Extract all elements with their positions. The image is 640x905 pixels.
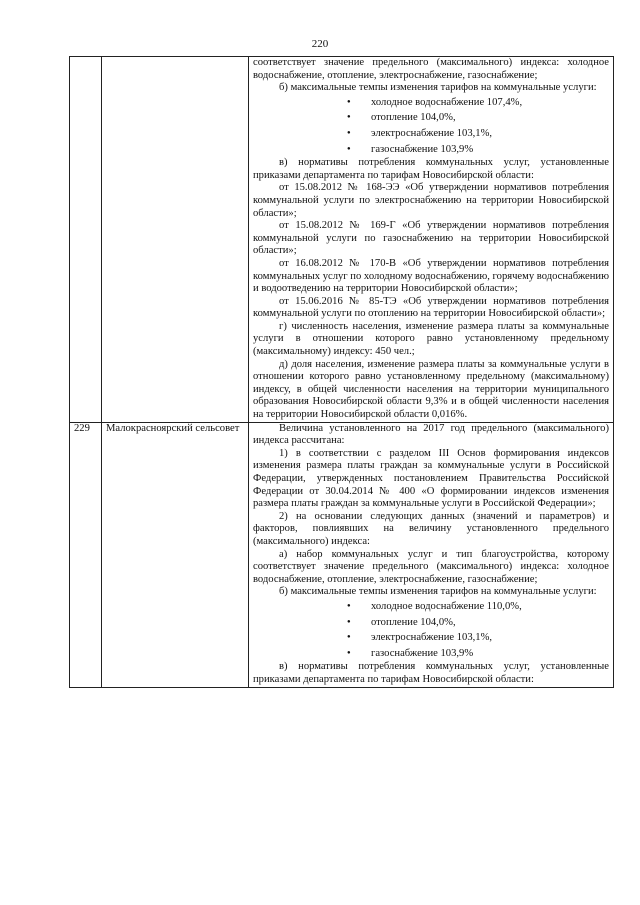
tariff-rate-list: [253, 95, 609, 157]
paragraph: б) максимальные темпы изменения тарифов на коммунальные услуги:: [279, 586, 597, 598]
paragraph: а) набор коммунальных услуг и тип благоустройства, которому соответствует значение предельного (максимального) индекса: холодное водоснабжение, отопление, электроснабжение, газоснабжение;: [253, 548, 609, 585]
justification-cell: [249, 422, 614, 687]
document-table: [69, 56, 614, 688]
list-item: ● отопление 104,0%,: [253, 615, 609, 631]
paragraph: от 15.08.2012 № 169-Г «Об утверждении нормативов потребления коммунальной услуги по газоснабжению на территории Новосибирской области»;: [253, 220, 609, 257]
paragraph: г) численность населения, изменение размера платы за коммунальные услуги в отношении которого равно установленному предельному (максимальному) индексу: 450 чел.;: [253, 320, 609, 358]
paragraph: 2) на основании следующих данных (значений и параметров) и факторов, повлиявших на величину установленного предельного (максимального) индекса:: [253, 510, 609, 547]
paragraph: в) нормативы потребления коммунальных услуг, установленные приказами департамента по тарифам Новосибирской области:: [253, 157, 609, 181]
list-item: ● газоснабжение 103,9%: [253, 142, 609, 158]
paragraph: от 16.08.2012 № 170-В «Об утверждении нормативов потребления коммунальных услуг по холодному водоснабжению, горячему водоснабжению и водоотведению на территории Новосибирской области»;: [253, 257, 609, 295]
list-item: ● газоснабжение 103,9%: [253, 646, 609, 662]
list-item: ● электроснабжение 103,1%,: [253, 630, 609, 646]
municipality-name-cell: Малокрасноярский сельсовет: [102, 422, 249, 687]
paragraph: Величина установленного на 2017 год предельного (максимального) индекса рассчитана:: [253, 422, 609, 447]
paragraph: соответствует значение предельного (максимального) индекса: холодное водоснабжение, отопление, электроснабжение, газоснабжение;: [253, 57, 609, 81]
row-number-cell: [70, 57, 102, 423]
paragraph: от 15.08.2012 № 168-ЭЭ «Об утверждении нормативов потребления коммунальной услуги по электроснабжению на территории Новосибирской области»;: [253, 182, 609, 219]
list-item: ● холодное водоснабжение 107,4%,: [253, 95, 609, 111]
list-item: ● электроснабжение 103,1%,: [253, 126, 609, 142]
municipality-name-cell: [102, 57, 249, 423]
paragraph: от 15.06.2016 № 85-ТЭ «Об утверждении нормативов потребления коммунальной услуги по отоплению на территории Новосибирской области»;: [253, 295, 609, 320]
page-number: 220: [311, 38, 329, 50]
table-row: [70, 422, 614, 687]
tariff-rate-list: [253, 599, 609, 661]
paragraph: в) нормативы потребления коммунальных услуг, установленные приказами департамента по тарифам Новосибирской области:: [253, 661, 609, 685]
paragraph: 1) в соответствии с разделом III Основ формирования индексов изменения размера платы граждан за коммунальные услуги в Российской Федерации, утвержденных постановлением Правительства Российской Федерации от 30.04.2014 № 400 «О формировании индексов изменения размера платы граждан за коммунальные услуги в Российской Федерации»;: [253, 447, 609, 510]
justification-cell: [249, 57, 614, 423]
paragraph: б) максимальные темпы изменения тарифов на коммунальные услуги:: [279, 82, 597, 94]
list-item: ● отопление 104,0%,: [253, 110, 609, 126]
table-row: [70, 57, 614, 423]
row-number-cell: 229: [70, 422, 102, 687]
list-item: ● холодное водоснабжение 110,0%,: [253, 599, 609, 615]
paragraph: д) доля населения, изменение размера платы за коммунальные услуги в отношении которого равно установленному предельному (максимальному) индексу, в общей численности населения на территории муниципального образования Новосибирской области 9,3% и в общей численности населения на территории Новосибирской области 0,016%.: [253, 358, 609, 421]
